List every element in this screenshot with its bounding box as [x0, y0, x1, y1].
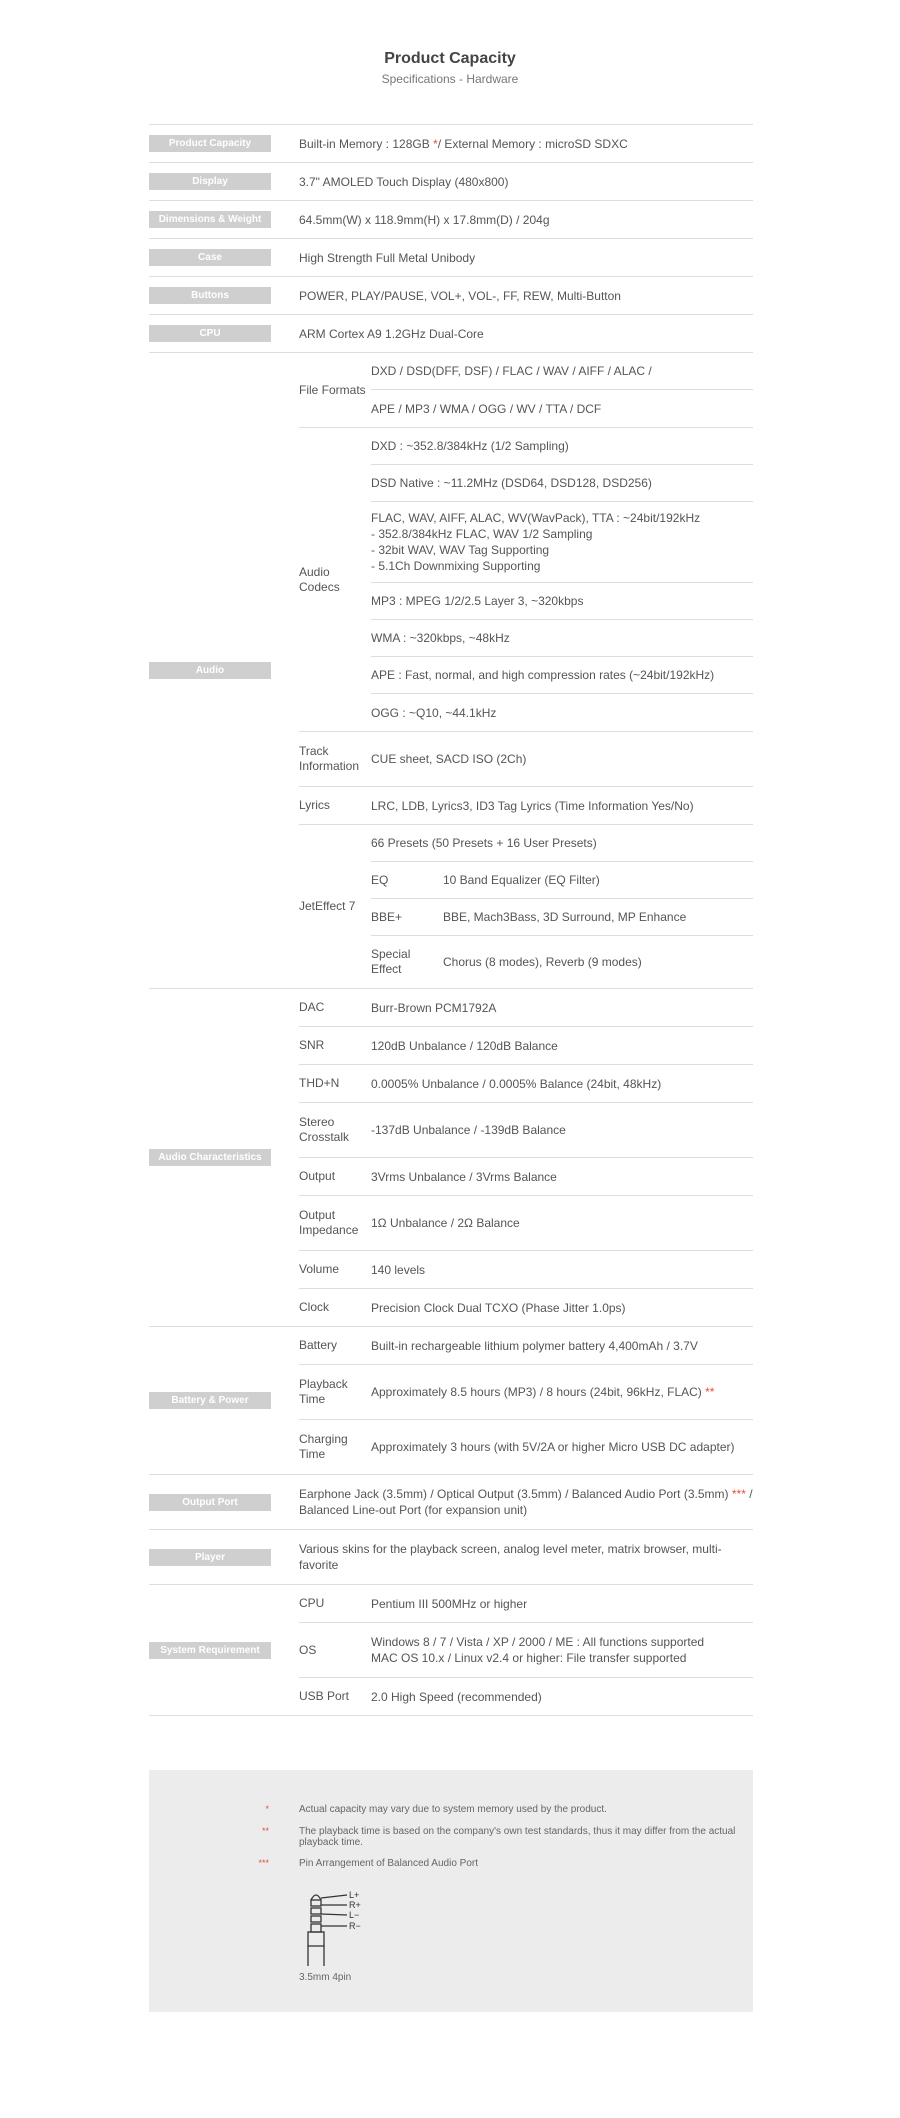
codec-ogg: OGG : ~Q10, ~44.1kHz — [371, 705, 497, 720]
sub-label: File Formats — [299, 382, 366, 397]
pin-label: R− — [349, 1921, 361, 1931]
spec-value: 64.5mm(W) x 118.9mm(H) x 17.8mm(D) / 204g — [299, 212, 550, 227]
playback-row: Playback Time Approximately 8.5 hours (MP3) / 8 hours (24bit, 96kHz, FLAC) ** — [299, 1365, 753, 1420]
char-row: Clock Precision Clock Dual TCXO (Phase Jitter 1.0ps) — [299, 1300, 626, 1315]
audio-jack-icon — [299, 1888, 389, 1968]
char-row: Stereo Crosstalk -137dB Unbalance / -139dB Balance — [299, 1103, 753, 1158]
footnote-mark: ** — [705, 1385, 715, 1399]
row-player — [149, 1530, 753, 1585]
page-subtitle: Specifications - Hardware — [381, 72, 519, 86]
footnote-mark: *** — [731, 1487, 746, 1501]
footnote-mark: *** — [258, 1858, 269, 1868]
system-subtable — [299, 1585, 753, 1715]
system-os-row: OS Windows 8 / 7 / Vista / XP / 2000 / ME : All functions supported MAC OS 10.x / Linux v2.4 or higher: File transfer supported — [299, 1623, 753, 1678]
char-row: SNR 120dB Unbalance / 120dB Balance — [299, 1027, 753, 1065]
sub-lyrics — [299, 787, 753, 825]
system-usb-row: USB Port 2.0 High Speed (recommended) — [299, 1689, 542, 1704]
char-row: Volume 140 levels — [299, 1251, 753, 1289]
spec-value: Various skins for the playback screen, analog level meter, matrix browser, multi-favorite — [299, 1542, 722, 1572]
row-dimensions — [149, 201, 753, 239]
footnote-mark: * — [433, 136, 438, 151]
file-formats-line: DXD / DSD(DFF, DSF) / FLAC / WAV / AIFF / ALAC / — [371, 353, 753, 390]
battery-subtable — [299, 1327, 753, 1474]
category-badge: Display — [149, 173, 271, 190]
codec-flac: FLAC, WAV, AIFF, ALAC, WV(WavPack), TTA : ~24bit/192kHz - 352.8/384kHz FLAC, WAV 1/2 Sampling - 32bit WAV, WAV Tag Supporting - 5.1Ch Downmixing Supporting — [371, 502, 753, 583]
spec-value: High Strength Full Metal Unibody — [299, 250, 476, 265]
category-badge: Output Port — [149, 1494, 271, 1511]
sub-audio-codecs — [299, 428, 753, 732]
footnote-text: The playback time is based on the company's own test standards, thus it may differ from the actual playback time. — [299, 1826, 736, 1848]
char-row: Output 3Vrms Unbalance / 3Vrms Balance — [299, 1158, 753, 1196]
category-badge: CPU — [149, 325, 271, 342]
category-badge: Audio — [149, 662, 271, 679]
spec-value: POWER, PLAY/PAUSE, VOL+, VOL-, FF, REW, Multi-Button — [299, 288, 621, 303]
category-badge: Case — [149, 249, 271, 266]
row-product-capacity — [149, 125, 753, 163]
file-formats-line: APE / MP3 / WMA / OGG / WV / TTA / DCF — [371, 401, 602, 416]
footnote-text: Actual capacity may vary due to system memory used by the product. — [299, 1804, 607, 1815]
sub-label: Audio Codecs — [299, 564, 340, 594]
track-info-value: CUE sheet, SACD ISO (2Ch) — [371, 752, 527, 766]
codec-wma: WMA : ~320kbps, ~48kHz — [371, 620, 753, 657]
page-title: Product Capacity — [384, 50, 516, 67]
category-badge: Battery & Power — [149, 1392, 271, 1409]
category-badge: Audio Characteristics — [149, 1149, 271, 1166]
codec-ape: APE : Fast, normal, and high compression rates (~24bit/192kHz) — [371, 657, 753, 694]
system-cpu-row: CPU Pentium III 500MHz or higher — [299, 1585, 753, 1623]
jeteffect-special: Special Effect Chorus (8 modes), Reverb (9 modes) — [371, 947, 642, 976]
lyrics-value: LRC, LDB, Lyrics3, ID3 Tag Lyrics (Time Information Yes/No) — [371, 798, 694, 813]
spec-value: 3.7" AMOLED Touch Display (480x800) — [299, 174, 509, 189]
row-case — [149, 239, 753, 277]
pin-label: L+ — [349, 1890, 360, 1900]
row-display — [149, 163, 753, 201]
jeteffect-eq: EQ 10 Band Equalizer (EQ Filter) — [371, 862, 753, 899]
jeteffect-presets: 66 Presets (50 Presets + 16 User Presets) — [371, 825, 753, 862]
char-row: Output Impedance 1Ω Unbalance / 2Ω Balance — [299, 1196, 753, 1251]
row-audio — [149, 353, 753, 989]
charging-row: Charging Time Approximately 3 hours (with 5V/2A or higher Micro USB DC adapter) — [299, 1432, 735, 1461]
footnote-text: Pin Arrangement of Balanced Audio Port — [299, 1858, 479, 1869]
battery-row: Battery Built-in rechargeable lithium polymer battery 4,400mAh / 3.7V — [299, 1327, 753, 1365]
sub-file-formats — [299, 353, 753, 428]
footnotes-box — [149, 1770, 753, 2012]
category-badge: Buttons — [149, 287, 271, 304]
audio-char-subtable — [299, 989, 753, 1326]
codec-dxd: DXD : ~352.8/384kHz (1/2 Sampling) — [371, 428, 753, 465]
category-badge: Product Capacity — [149, 135, 271, 152]
footnote-mark: * — [265, 1804, 269, 1814]
char-row: DAC Burr-Brown PCM1792A — [299, 989, 753, 1027]
codec-mp3: MP3 : MPEG 1/2/2.5 Layer 3, ~320kbps — [371, 583, 753, 620]
spec-value: Earphone Jack (3.5mm) / Optical Output (3.5mm) / Balanced Audio Port (3.5mm) *** / Balanced Line-out Port (for expansion unit) — [299, 1487, 753, 1517]
sub-track-info — [299, 732, 753, 787]
category-badge: Player — [149, 1549, 271, 1566]
footnote-mark: ** — [261, 1826, 269, 1836]
codec-dsd: DSD Native : ~11.2MHz (DSD64, DSD128, DSD256) — [371, 465, 753, 502]
sub-jeteffect — [299, 825, 753, 988]
row-buttons — [149, 277, 753, 315]
jeteffect-bbe: BBE+ BBE, Mach3Bass, 3D Surround, MP Enhance — [371, 899, 753, 936]
spec-table — [149, 124, 753, 1716]
row-cpu — [149, 315, 753, 353]
spec-value: ARM Cortex A9 1.2GHz Dual-Core — [299, 326, 484, 341]
page-header — [0, 0, 900, 90]
sub-label: Lyrics — [299, 798, 330, 812]
jack-caption: 3.5mm 4pin — [299, 1972, 352, 1983]
pin-label: L− — [349, 1910, 360, 1920]
row-battery-power — [149, 1327, 753, 1475]
audio-subtable — [299, 353, 753, 988]
row-system-requirement — [149, 1585, 753, 1716]
row-audio-characteristics — [149, 989, 753, 1327]
char-row: THD+N 0.0005% Unbalance / 0.0005% Balance (24bit, 48kHz) — [299, 1065, 753, 1103]
pin-label: R+ — [349, 1900, 361, 1910]
category-badge: Dimensions & Weight — [149, 211, 271, 228]
sub-label: Track Information — [299, 744, 360, 773]
category-badge: System Requirement — [149, 1642, 271, 1659]
spec-value: Built-in Memory : 128GB * / External Memory : microSD SDXC — [299, 136, 628, 151]
sub-label: JetEffect 7 — [299, 899, 356, 913]
row-output-port — [149, 1475, 753, 1530]
